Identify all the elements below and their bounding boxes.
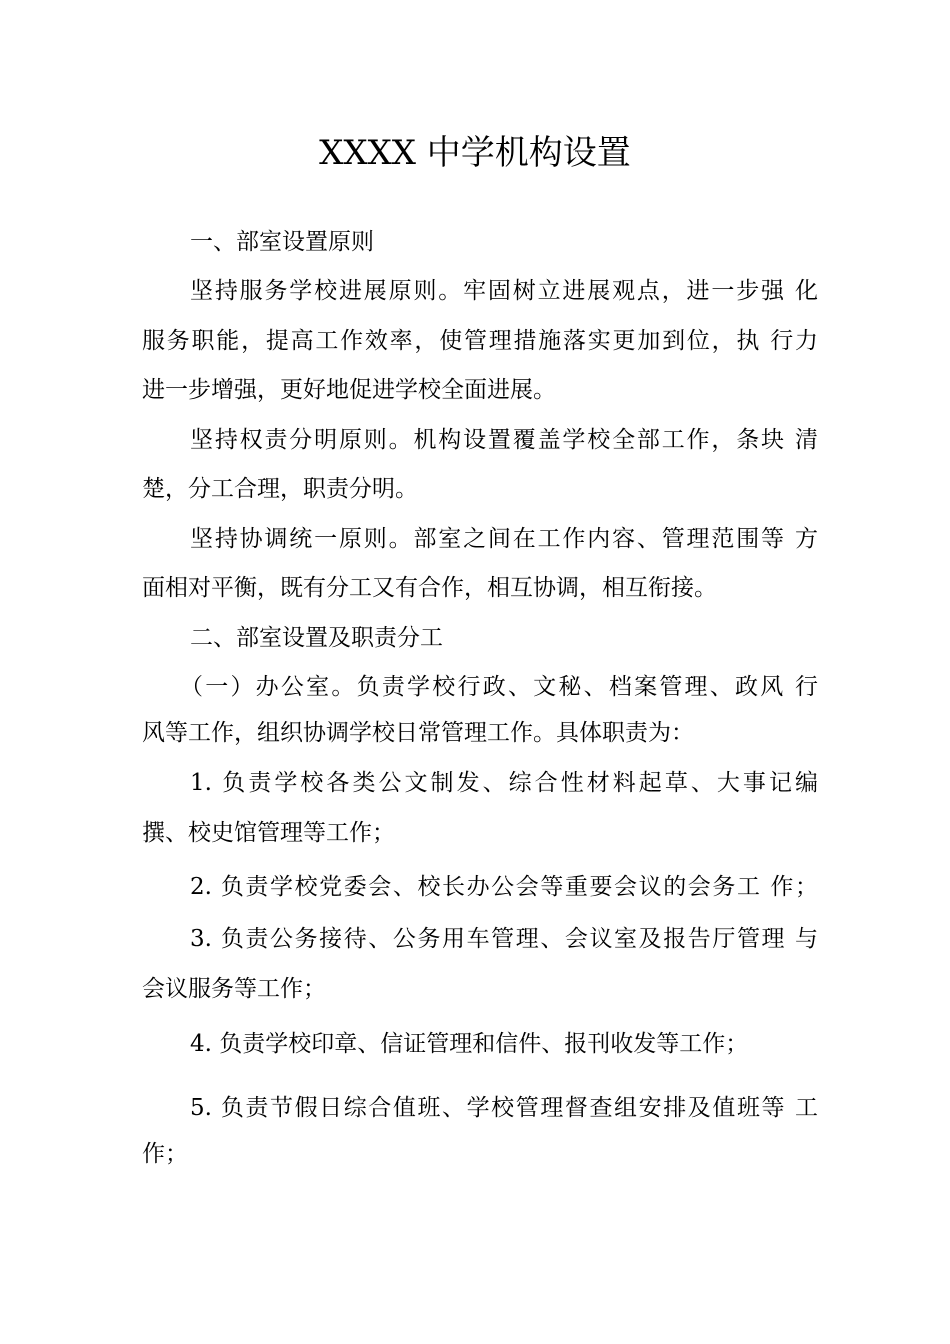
paragraph-line: （一）办公室。负责学校行政、文秘、档案管理、政风 行 bbox=[180, 674, 818, 700]
paragraph-line: 坚持权责分明原则。机构设置覆盖学校全部工作，条块 清 bbox=[190, 427, 818, 453]
paragraph-line: 风等工作，组织协调学校日常管理工作。具体职责为： bbox=[142, 720, 694, 746]
list-item-3-line: 3. 负责公务接待、公务用车管理、会议室及报告厅管理 与 bbox=[190, 926, 818, 952]
document-title: XXXX 中学机构设置 bbox=[319, 133, 631, 173]
list-item-3-line: 会议服务等工作； bbox=[142, 976, 326, 1002]
paragraph-line: 坚持协调统一原则。部室之间在工作内容、管理范围等 方 bbox=[190, 526, 818, 552]
paragraph-line: 服务职能，提高工作效率，使管理措施落实更加到位，执 行力 bbox=[142, 328, 818, 354]
list-item-1-line: 1. 负责学校各类公文制发、综合性材料起草、大事记编 bbox=[190, 770, 818, 796]
list-item-2-line: 2. 负责学校党委会、校长办公会等重要会议的会务工 作； bbox=[190, 874, 818, 900]
paragraph-line: 坚持服务学校进展原则。牢固树立进展观点，进一步强 化 bbox=[190, 278, 818, 304]
paragraph-line: 面相对平衡，既有分工又有合作，相互协调，相互衔接。 bbox=[142, 575, 717, 601]
list-item-5-line: 作； bbox=[142, 1141, 188, 1167]
list-item-1-line: 撰、校史馆管理等工作； bbox=[142, 820, 395, 846]
list-item-4-line: 4. 负责学校印章、信证管理和信件、报刊收发等工作； bbox=[190, 1031, 749, 1057]
list-item-5-line: 5. 负责节假日综合值班、学校管理督查组安排及值班等 工 bbox=[190, 1095, 818, 1121]
paragraph-line: 楚，分工合理，职责分明。 bbox=[142, 476, 418, 502]
section-heading-1: 一、部室设置原则 bbox=[190, 229, 374, 255]
paragraph-line: 进一步增强，更好地促进学校全面进展。 bbox=[142, 377, 556, 403]
section-heading-2: 二、部室设置及职责分工 bbox=[190, 625, 443, 651]
